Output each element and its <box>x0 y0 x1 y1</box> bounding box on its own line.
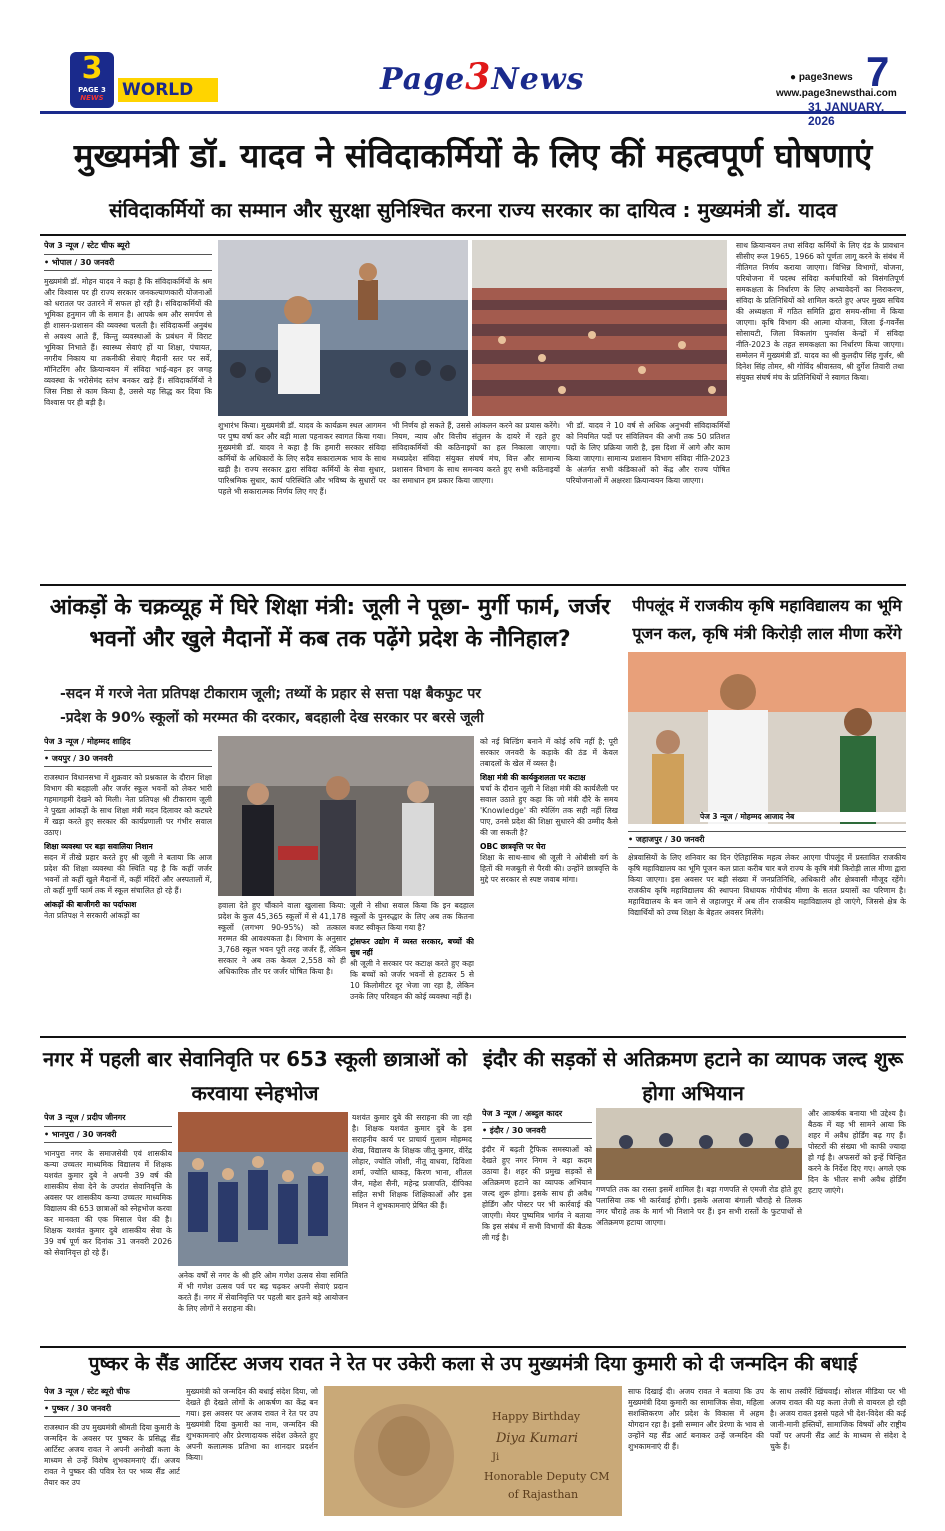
pushkar-headline: पुष्कर के सैंड आर्टिस्ट अजय रावत ने रेत पर उकेरी कला से उप मुख्यमंत्री दिया कुमारी को दी जन्मदिन की बधाई <box>88 1353 858 1375</box>
education-column-2: हवाला देते हुए चौंकाने वाला खुलासा किया: प्रदेश के कुल 45,365 स्कूलों में से 41,178 स्कूलों (लगभग 90-95%) को तत्काल मरम्मत की आवश्यकता है। विभाग के अनुसार 3,768 स्कूल भवन पूरी तरह जर्जर हैं, लेकिन सरकार ने अब तक केवल 2,558 को ही अधिकारिक तौर पर जर्जर घोषित किया है। <box>218 901 346 976</box>
education-deck-1: -सदन में गरजे नेता प्रतिपक्ष टीकाराम जूली; तथ्यों के प्रहार से सत्ता पक्ष बैकफुट पर <box>60 686 482 702</box>
sand-text-2: Diya Kumari <box>496 1431 579 1446</box>
indore-column-3: और आकर्षक बनाया भी उद्देश्य है। बैठक में यह भी सामने आया कि शहर में अवैध होर्डिंग बढ़ गए हैं। पोस्टरों की संख्या भी काफी ज्यादा हो गई है। अफसरों को इन्हें चिन्हित करने के निर्देश दिए गए। अगले एक दिन के भीतर सभी अवैध होर्डिंग हटाए जाएंगे। <box>808 1109 906 1195</box>
masthead <box>40 44 906 128</box>
issue-date: 31 JANUARY, 2026 <box>808 100 885 128</box>
pushkar-column-3: साफ दिखाई दी। अजय रावत ने बताया कि उप मुख्यमंत्री दिया कुमारी का सामाजिक सेवा, महिला सशक्तिकरण और प्रदेश के विकास में अहम योगदान रहा है। इसी सम्मान और प्रेरणा के भाव से उन्होंने यह सैंड आर्ट बनाकर उन्हें जन्मदिन की शुभकामनाएं दी हैं। <box>628 1387 764 1451</box>
sand-text-4: Honorable Deputy CM <box>484 1470 610 1483</box>
students-feast-photo <box>178 1112 348 1266</box>
crowd-photo <box>472 240 727 416</box>
sand-text-5: of Rajasthan <box>508 1488 579 1501</box>
divider <box>40 584 906 586</box>
indore-column-1: पेज 3 न्यूज / अब्दुल कादर • इंदौर / 30 जनवरी इंदौर में बढ़ती ट्रैफिक समस्याओं को देखते हुए नगर निगम ने बड़ा कदम उठाया है। शहर की प्रमुख सड़कों से अतिक्रमण हटाने का व्यापक अभियान जल्द शुरू होगा। इसके साथ ही अवैध होर्डिंग और पोस्टर पर भी कार्रवाई की जाएगी। मेयर पुष्यमित्र भार्गव ने बताया कि इस संबंध में सभी विभागों की बैठक ली गई है। <box>482 1109 592 1242</box>
website-link[interactable]: www.page3newsthai.com <box>776 88 897 99</box>
education-column-4: को नई बिल्डिंग बनाने में कोई रुचि नहीं है; पूरी सरकार जनवरी के कड़ाके की ठंड में केवल तबादलों के खेल में व्यस्त है। शिक्षा मंत्री की कार्यकुशलता पर कटाक्ष चर्चा के दौरान जूली ने शिक्षा मंत्री की कार्यशैली पर सवाल उठाते हुए कहा कि जो मंत्री दौरे के समय 'Knowledge' की स्पेलिंग तक सही नहीं लिख पाए, उनसे प्रदेश की शिक्षा सुधारने की उम्मीद कैसे की जा सकती है? OBC छात्रवृत्ति पर घेरा शिक्षा के साथ-साथ श्री जूली ने ओबीसी वर्ग के हितों की मजबूती से पैरवी की। उन्होंने छात्रवृत्ति के मुद्दे पर सरकार से स्पष्ट जवाब मांगा। <box>480 737 618 884</box>
page3-logo: 3 PAGE 3 NEWS <box>70 52 114 108</box>
divider <box>40 234 906 236</box>
lead-headline: मुख्यमंत्री डॉ. यादव ने संविदाकर्मियों के लिए कीं महत्वपूर्ण घोषणाएं <box>73 136 873 175</box>
lead-column-5: साथ क्रियान्वयन तथा संविदा कर्मियों के लिए दंड के प्रावधान सीसीए रूल 1965, 1966 को पूर्णतः लागू करने के संबंध में नीतिगत निर्णय कराया जाएगा। विभिन्न विभागों, योजना, परियोजना में पदस्थ संविदा कर्मचारियों को विसंगतिपूर्ण समकक्षता के निर्धारण के लिए अभ्यावेदनों का निराकरण, संविदा के प्रतिनिधियों को शामिल करते हुए अपर मुख्य सचिव की अध्यक्षता में गठित समिति द्वारा समय-सीमा में किया जाएगा। कृषि विभाग की आत्मा योजना, जिला ई-गवर्नेंस सोसायटी, जिला विकलांग पुनर्वास केन्द्रों में संविदा नीति-2023 के तहत समकक्षता का निर्धारण किया जाएगा। सम्मेलन में मुख्यमंत्री डॉ. यादव का श्री कुलदीप सिंह गुर्जर, श्री दिनेश सिंह तोमर, श्री गोविंद श्रीवास्तव, श्री दुर्गेश तिवारी तथा संयुक्त संघर्ष मंच के प्रतिनिधियों ने स्वागत किया। <box>736 241 904 382</box>
agri-photo-caption: पेज 3 न्यूज / मोहम्मद आजाद नेब <box>700 812 906 822</box>
page-number: 7 <box>866 48 890 95</box>
education-headline: आंकड़ों के चक्रव्यूह में घिरे शिक्षा मंत्री: जूली ने पूछा- मुर्गी फार्म, जर्जर भवनों और खुले मैदानों में कब तक पढ़ेंगे प्रदेश के नौनिहाल? <box>49 595 611 652</box>
cm-speech-photo <box>218 240 468 416</box>
social-handle: ● page3news <box>790 72 853 83</box>
minister-photo <box>628 652 906 824</box>
retire-headline: नगर में पहली बार सेवानिवृति पर 653 स्कूली छात्राओं को करवाया स्नेहभोज <box>42 1047 468 1105</box>
lead-column-1: पेज 3 न्यूज / स्टेट चीफ ब्यूरो • भोपाल / 30 जनवरी मुख्यमंत्री डॉ. मोहन यादव ने कहा है कि संविदाकर्मियों के श्रम और विश्वास पर ही राज्य सरकार जनकल्याणकारी योजनाओं को धरातल पर उतारने में सफल हो रही है। संविदाकर्मियों की भूमिका हनुमान जी के समान है। आपके श्रम और समर्पण से ही शासन-प्रशासन की व्यवस्था चलती है। संविदाकर्मी अनुबंध से अवश्य आते हैं, किन्तु व्यवस्थाओं के प्रबंधन में विराट भूमिका निभाते हैं। स्वास्थ्य सेवाएं हों या शिक्षा, पंचायत, नगरीय निकाय या तकनीकी सेवाएं मैदानी स्तर पर सर्वे, मॉनिटरिंग और क्रियान्वयन में संविदा भाई-बहन हर जगह व्यवस्था के भरोसेमंद स्तंभ बनकर खड़े हैं। संविदाकर्मियों ने जिस निष्ठा से काम किया है, उससे यह सिद्ध कर दिया कि विश्वास पर ही बड़ी है। <box>44 241 212 407</box>
indore-column-2: गणपति तक का रास्ता इसमें शामिल है। बड़ा गणपति से एमजी रोड होते हुए पलासिया तक भी कार्रवाई होगी। इसके अलावा बंगाली चौराहे से तिलक नगर चौराहे तक के मार्ग भी निशाने पर हैं। इन सभी रास्तों के फुटपाथों से अतिक्रमण हटाया जाएगा। <box>596 1185 802 1227</box>
brand-name: Page3News <box>380 56 585 98</box>
assembly-photo <box>218 736 474 896</box>
section-label: WORLD <box>118 78 218 102</box>
indore-headline: इंदौर की सड़कों से अतिक्रमण हटाने का व्यापक जल्द शुरू होगा अभियान <box>482 1047 903 1105</box>
pushkar-column-4: के साथ तस्वीरें खिंचवाईं। सोशल मीडिया पर भी अजय रावत की यह कला तेजी से वायरल हो रही है। अजय रावत इससे पहले भी देश-विदेश की कई जानी-मानी हस्तियों, सामाजिक विषयों और राष्ट्रीय पर्वों पर अपनी सैंड आर्ट के माध्यम से संदेश दे चुके हैं। <box>770 1387 906 1451</box>
pushkar-column-2: मुख्यमंत्री को जन्मदिन की बधाई संदेश दिया, जो देखते ही देखते लोगों के आकर्षण का केंद्र बन गया। इस अवसर पर अजय रावत ने रेत पर उप मुख्यमंत्री दिया कुमारी का नाम, जन्मदिन की शुभकामनाएं और प्रेरणादायक संदेश उकेरते हुए अपनी कलात्मक प्रतिभा का शानदार प्रदर्शन किया। <box>186 1387 318 1462</box>
retire-column-3: यशवंत कुमार दुबे की सराहना की जा रही है। शिक्षक यशवंत कुमार दुबे के इस सराहनीय कार्य पर प्राचार्य गुलाम मोहम्मद शेख, विद्यालय के शिक्षक जीतू कुमार, वीरेंद्र लोहार, ज्योति जोशी, नीतू वाधवा, दिविशा शर्मा, ज्योति धाकड़, किरण भाना, शीतल जैन, महेश सैनी, महेन्द्र प्रजापति, दीपिका सहित सभी शिक्षक शिक्षिकाओं और इस मिशन ने शुभकामनाएं प्रेषित की हैं। <box>352 1113 472 1210</box>
education-column-3: जूली ने सीधा सवाल किया कि इन बदहाल स्कूलों के पुनरुद्धार के लिए अब तक कितना बजट स्वीकृत किया गया है? ट्रांसफर उद्योग में व्यस्त सरकार, बच्चों की सुध नहीं श्री जूली ने सरकार पर कटाक्ष करते हुए कहा कि बच्चों को जर्जर भवनों से हटाकर 5 से 10 किलोमीटर दूर भेजा जा रहा है, लेकिन उनके लिए परिवहन की कोई व्यवस्था नहीं है। <box>350 901 474 1001</box>
sand-art-photo <box>324 1386 622 1516</box>
agri-body: क्षेत्रवासियों के लिए शनिवार का दिन ऐतिहासिक महत्व लेकर आएगा पीपलूंद में प्रस्तावित राजकीय कृषि महाविद्यालय का भूमि पूजन कल प्रातः करीब चार बजे राज्य के कृषि मंत्री किरोड़ी लाल मीणा द्वारा किया जाएगा। इस अवसर पर बड़ी संख्या में जनप्रतिनिधि, अधिकारी और क्षेत्रवासी मौजूद रहेंगे। राजकीय कृषि महाविद्यालय की स्थापना विधायक गोपीचंद मीणा के सतत प्रयासों का परिणाम है। महाविद्यालय के बन जाने से जहाजपुर में अब तीन राजकीय महाविद्यालय हो जाएंगे, जिससे क्षेत्र के विद्यार्थियों को उच्च शिक्षा के बेहतर अवसर मिलेंगे। <box>628 853 906 917</box>
retire-column-2: अनेक वर्षों से नगर के श्री हरि ओम गणेश उत्सव सेवा समिति में भी गणेश उत्सव पर्व पर बढ़ चढ़कर अपनी सेवाएं प्रदान करते हैं। नगर में सेवानिवृत्ति पर पहली बार इतने बड़े आयोजन के लिए लोगों ने सराहना की। <box>178 1271 348 1313</box>
agri-dateline: • जहाजपुर / 30 जनवरी <box>628 828 906 848</box>
retire-column-1: पेज 3 न्यूज / प्रदीप जीनगर • भानपुरा / 30 जनवरी भानपुरा नगर के समाजसेवी एवं शासकीय कन्या उच्चतर माध्यमिक विद्यालय में शिक्षक यशवंत कुमार दुबे ने अपनी 39 वर्ष की शासकीय सेवा देने के उपरांत सेवानिवृत्ति के अवसर पर शासकीय कन्या उच्चतर माध्यमिक विद्यालय की 653 छात्राओं को स्नेहभोज करवा कर मानवता की एक मिसाल पेश की है। शिक्षक यशवंत कुमार दुबे शासकीय सेवा के 39 वर्ष पूर्ण कर दिनांक 31 जनवरी 2026 को सेवानिवृत्त हो रहे हैं। <box>44 1113 172 1257</box>
divider <box>40 1346 906 1348</box>
lead-subhead: संविदाकर्मियों का सम्मान और सुरक्षा सुनिश्चित करना राज्य सरकार का दायित्व : मुख्यमंत्री डॉ. यादव <box>109 198 837 222</box>
lead-column-3: भी निर्णय हो सकते हैं, उससे आंकलन करने का प्रयास करेंगे। नियम, न्याय और वित्तीय संतुलन के दायरे में रहते हुए संविदाकर्मियों की कठिनाइयों का हल निकाला जाएगा। मध्यप्रदेश संविदा संयुक्त संघर्ष मंच, वित्त और सामान्य प्रशासन विभाग के साथ समन्वय करते हुए सभी कठिनाइयों का समाधान हम प्रकार किया जाएगा। <box>392 421 560 485</box>
sand-text-3: Ji <box>492 1452 500 1463</box>
agri-headline: पीपलूंद में राजकीय कृषि महाविद्यालय का भूमि पूजन कल, कृषि मंत्री किरोड़ी लाल मीणा करेंगे <box>632 596 902 643</box>
meeting-photo <box>596 1108 802 1180</box>
lead-column-2: शुभारंभ किया। मुख्यमंत्री डॉ. यादव के कार्यक्रम स्थल आगमन पर पुष्प वर्षा कर और बड़ी माला पहनाकर स्वागत किया गया। मुख्यमंत्री डॉ. यादव ने कहा है कि हमारी सरकार संविदा कर्मियों के अधिकारों के लिए सदैव सकारात्मक भाव के साथ खड़ी है। राज्य सरकार द्वारा संविदा कर्मियों के सेवा सुधार, पारिश्रमिक सुधार, कार्य परिस्थिति और भविष्य के सुधारों पर पहले भी सकारात्मक निर्णय लिए गए हैं। <box>218 421 386 496</box>
pushkar-column-1: पेज 3 न्यूज / स्टेट ब्यूरो चीफ • पुष्कर / 30 जनवरी राजस्थान की उप मुख्यमंत्री श्रीमती दिया कुमारी के जन्मदिन के अवसर पर पुष्कर के प्रसिद्ध सैंड आर्टिस्ट अजय रावत ने अपनी अनोखी कला के माध्यम से उन्हें विशेष शुभकामनाएं दीं। अजय रावत ने पुष्कर की पवित्र रेत पर भव्य सैंड आर्ट तैयार कर उप <box>44 1387 180 1487</box>
education-column-1: पेज 3 न्यूज / मोहम्मद शाहिद • जयपुर / 30 जनवरी राजस्थान विधानसभा में शुक्रवार को प्रश्नकाल के दौरान शिक्षा विभाग की बदहाली और जर्जर स्कूल भवनों को लेकर भारी गहमागहमी देखने को मिली। नेता प्रतिपक्ष श्री टीकाराम जूली ने पुख्ता आंकड़ों के साथ शिक्षा मंत्री मदन दिलावर को कटघरे में खड़ा करते हुए सरकार की कार्यप्रणाली पर गंभीर सवाल उठाए। शिक्षा व्यवस्था पर बड़ा सवालिया निशान सदन में तीखे प्रहार करते हुए श्री जूली ने बताया कि आज प्रदेश की शिक्षा व्यवस्था की स्थिति यह है कि कहीं जर्जर भवनों तो कहीं खुले मैदानों में, कहीं मंदिरों और अस्पतालों में, तो कहीं मुर्गी फार्म तक में स्कूल संचालित हो रहे हैं। आंकड़ों की बाजीगरी का पर्दाफाश नेता प्रतिपक्ष ने सरकारी आंकड़ों का <box>44 737 212 920</box>
sand-text-1: Happy Birthday <box>492 1410 581 1423</box>
lead-column-4: भी डॉ. यादव ने 10 वर्ष से अधिक अनुभवी संविदाकर्मियों को नियमित पदों पर संविलियन की अभी तक 50 प्रतिशत पदों के लिए प्रक्रिया जारी है, इस दिशा में आगे और काम किया जाएगा। सामान्य प्रशासन विभाग संविदा नीति-2023 के अंतर्गत सभी कंडिकाओं को केंद्र और राज्य पोषित परियोजनाओं में अक्षरशः क्रियान्वयन किया जाएगा। <box>566 421 730 485</box>
education-deck-2: -प्रदेश के 90% स्कूलों को मरम्मत की दरकार, बदहाली देख सरकार पर बरसे जूली <box>60 710 484 726</box>
divider <box>40 1036 906 1038</box>
